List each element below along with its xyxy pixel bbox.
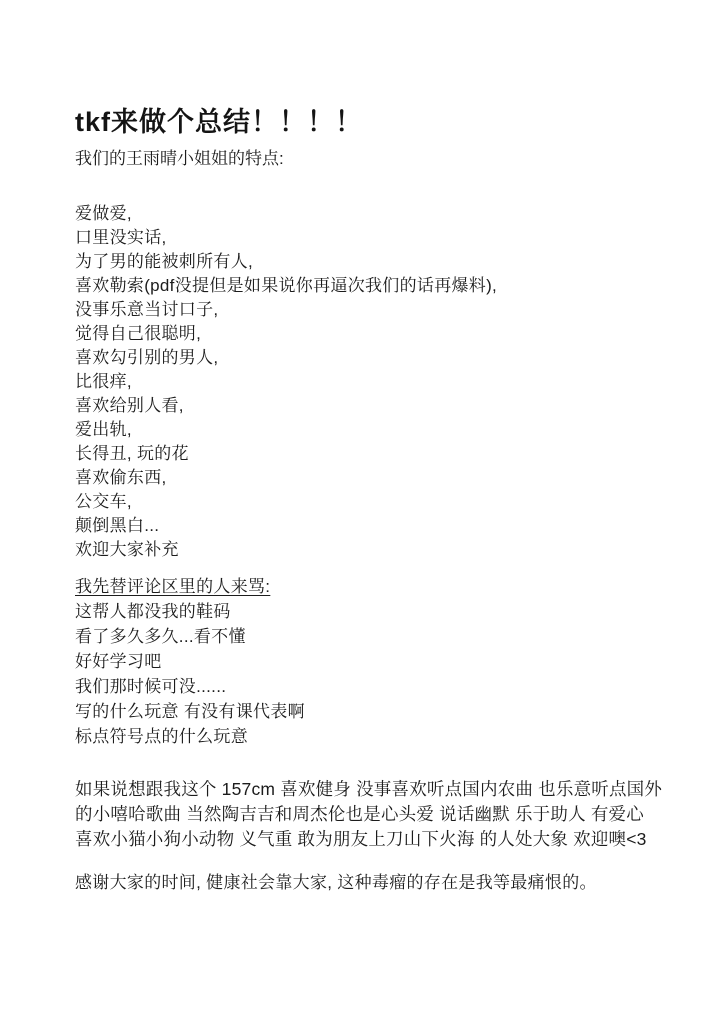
comment-line: 看了多久多久...看不懂	[75, 627, 246, 646]
trait-line: 为了男的能被刺所有人,	[75, 252, 254, 271]
trait-line: 喜欢勒索(pdf没提但是如果说你再逼次我们的话再爆料),	[75, 276, 498, 295]
trait-line: 喜欢勾引别的男人,	[75, 348, 219, 367]
trait-line: 觉得自己很聪明,	[75, 324, 202, 343]
comments-heading: 我先替评论区里的人来骂:	[75, 577, 271, 596]
trait-line: 喜欢偷东西,	[75, 468, 167, 487]
traits-list	[75, 202, 665, 562]
trait-line: 没事乐意当讨口子,	[75, 300, 219, 319]
trait-line: 颠倒黑白...	[75, 516, 160, 535]
comment-line: 这帮人都没我的鞋码	[75, 602, 231, 621]
trait-line: 喜欢给别人看,	[75, 396, 184, 415]
trait-line: 口里没实话,	[75, 228, 167, 247]
trait-line: 爱做爱,	[75, 204, 132, 223]
comments-section	[75, 574, 665, 749]
trait-line: 比很痒,	[75, 372, 132, 391]
trait-line: 爱出轨,	[75, 420, 132, 439]
comment-line: 标点符号点的什么玩意	[75, 727, 248, 746]
comment-line: 好好学习吧	[75, 652, 162, 671]
subtitle-line: 我们的王雨晴小姐姐的特点:	[75, 149, 284, 168]
about-paragraph: 如果说想跟我这个 157cm 喜欢健身 没事喜欢听点国内农曲 也乐意听点国外的小嘻哈歌曲 当然陶吉吉和周杰伦也是心头爱 说话幽默 乐于助人 有爱心 喜欢小猫小狗小动物 义气重 敢为朋友上刀山下火海 的人处大象 欢迎噢<3	[75, 779, 663, 849]
trait-line: 公交车,	[75, 492, 132, 511]
comment-line: 写的什么玩意 有没有课代表啊	[75, 702, 305, 721]
trait-line: 欢迎大家补充	[75, 540, 179, 559]
comments-list	[75, 599, 665, 749]
page-title: tkf来做个总结！！！！	[75, 107, 363, 137]
closing-line: 感谢大家的时间, 健康社会靠大家, 这种毒瘤的存在是我等最痛恨的。	[75, 872, 597, 892]
trait-line: 长得丑, 玩的花	[75, 444, 189, 463]
comment-line: 我们那时候可没......	[75, 677, 227, 696]
